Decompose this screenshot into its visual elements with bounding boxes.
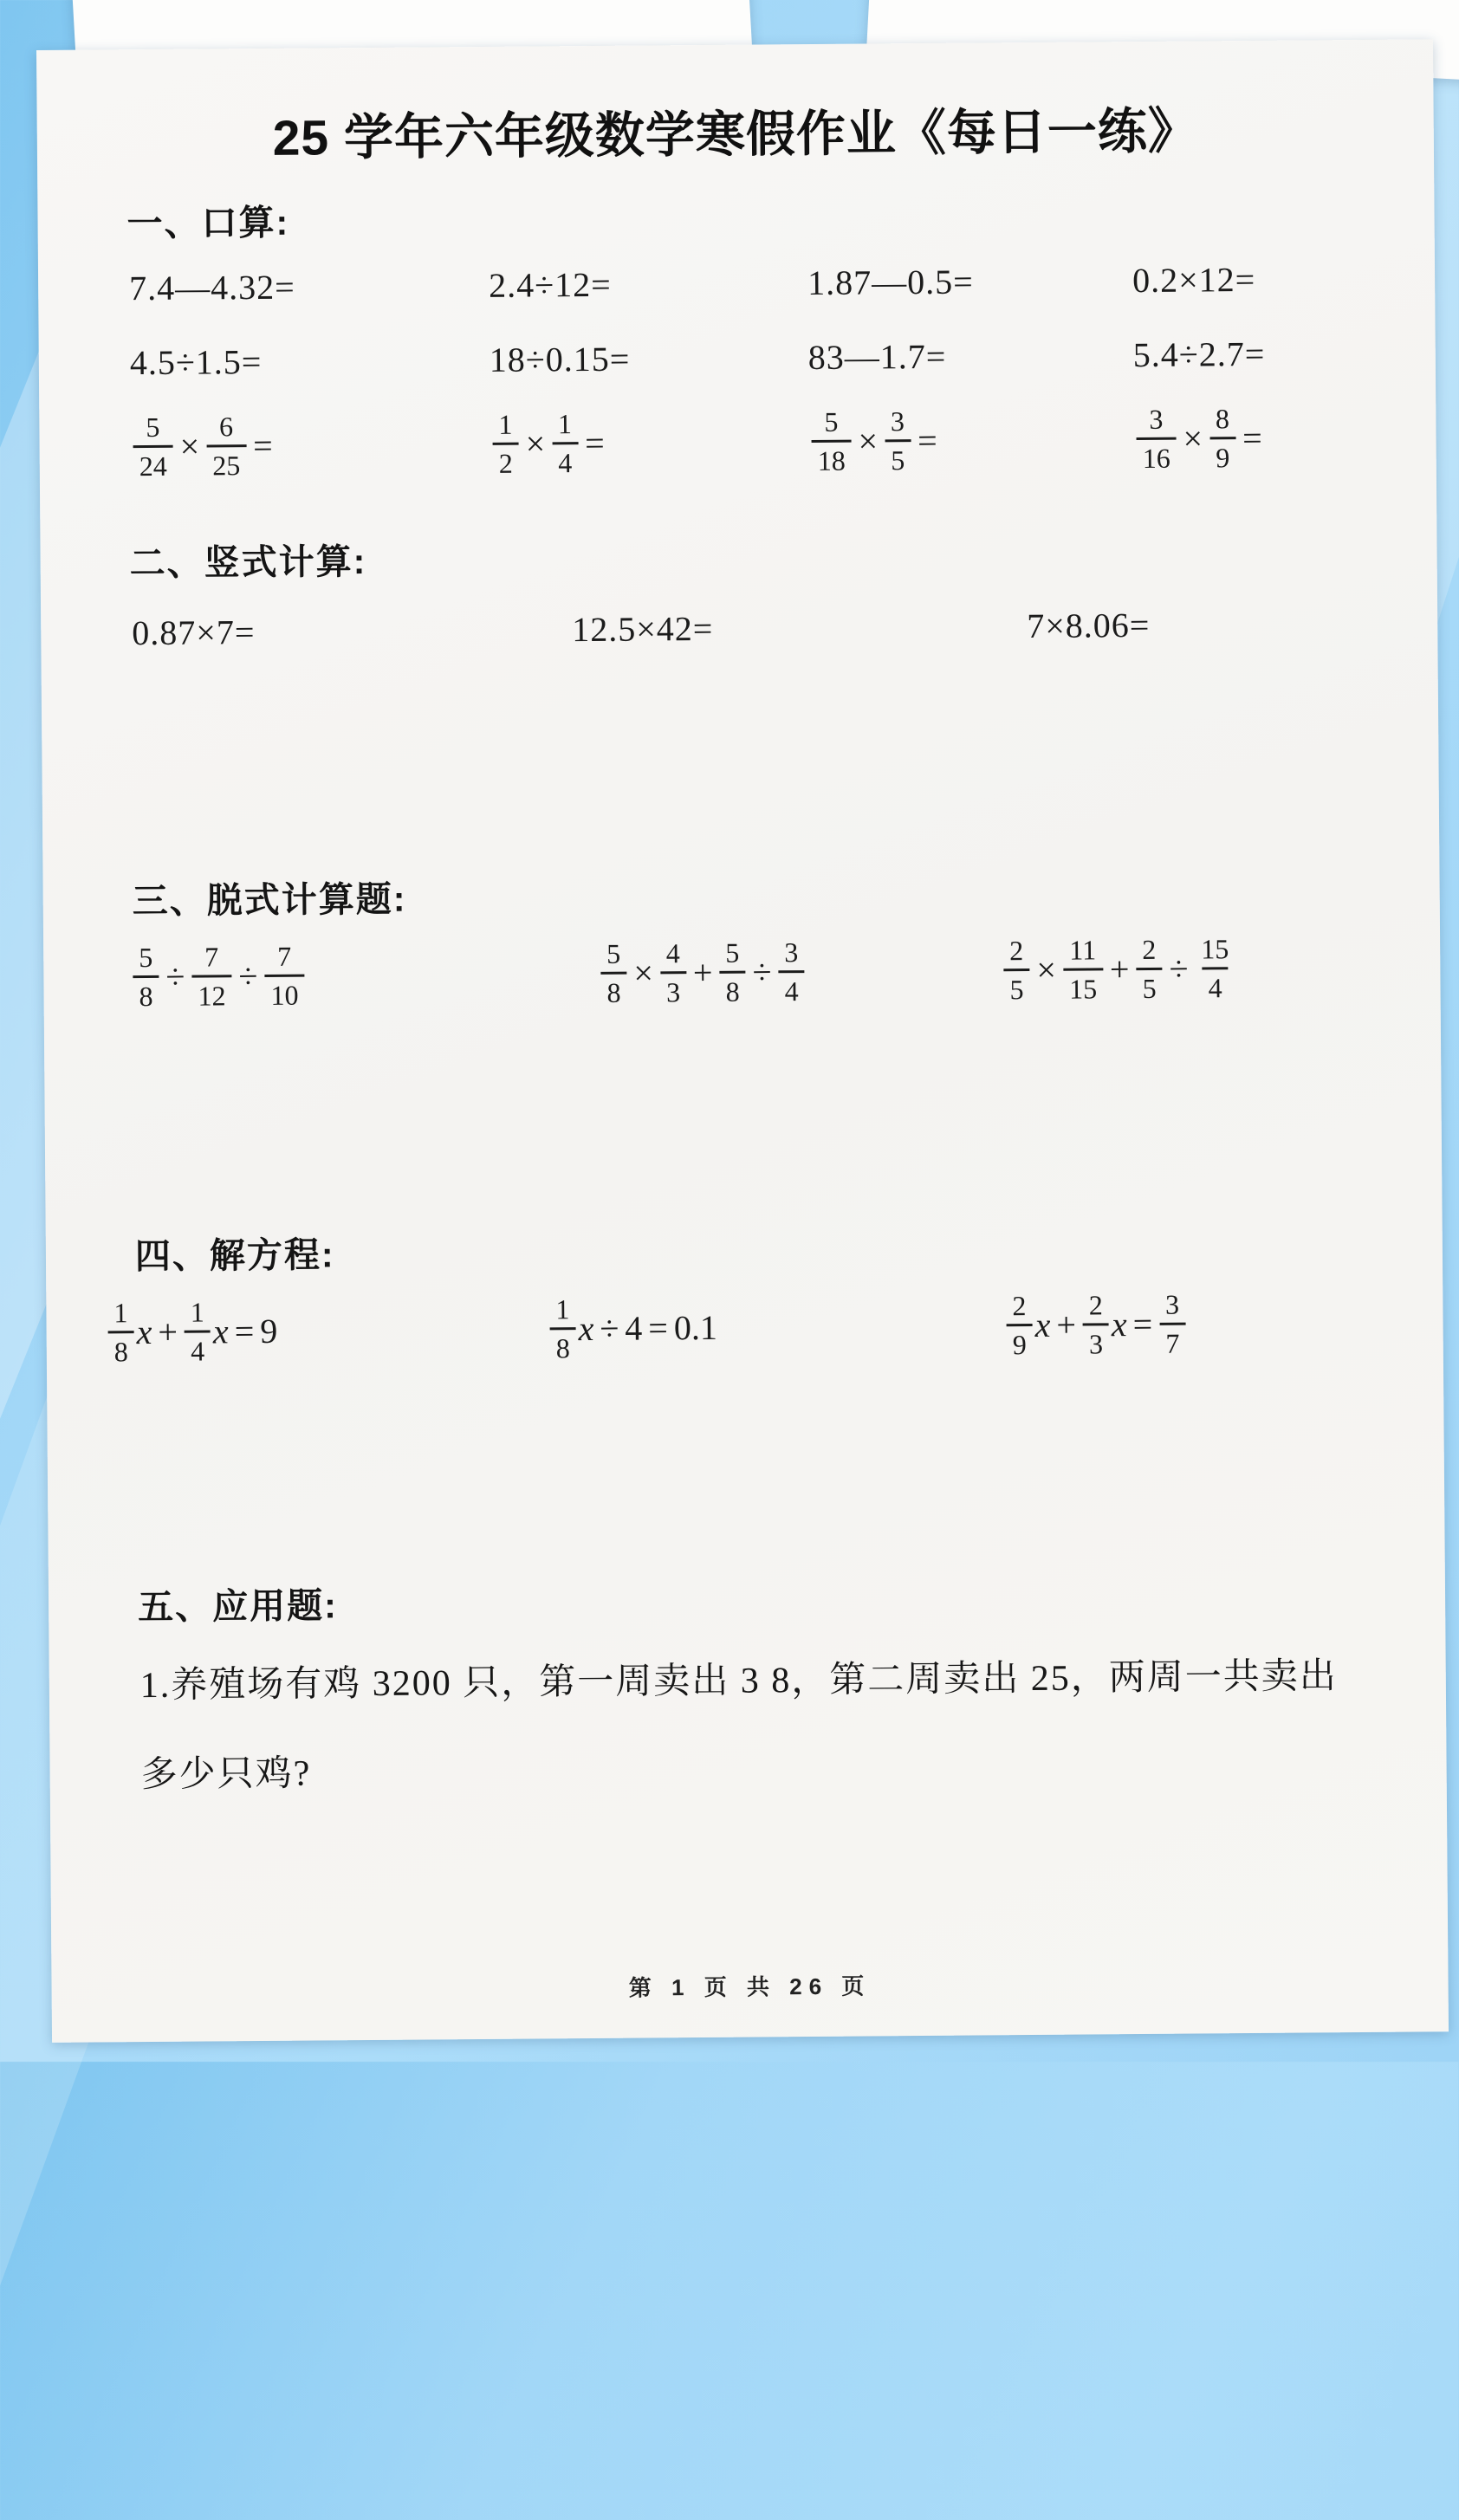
fraction-denominator: 5: [1003, 968, 1029, 1003]
equation-problem: [547, 1294, 719, 1363]
operator: +: [1109, 949, 1130, 989]
number: 4: [625, 1308, 643, 1348]
section-heading-word: 五、应用题:: [137, 1585, 338, 1628]
fraction-numerator: 3: [890, 405, 905, 437]
operator: +: [692, 952, 713, 993]
fraction: [206, 411, 247, 482]
operator: =: [1242, 418, 1262, 458]
oral-problem: 7.4—4.32=: [128, 267, 295, 308]
word-problem-line: 多少只鸡?: [140, 1753, 312, 1796]
operator: +: [158, 1312, 178, 1351]
oral-problem: 1.87—0.5=: [807, 262, 974, 303]
fraction-denominator: 10: [264, 975, 304, 1009]
page-title: 25 学年六年级数学寒假作业《每日一练》: [272, 103, 1199, 166]
fraction: [185, 1296, 211, 1367]
fraction-numerator: 2: [1009, 935, 1024, 967]
number: 9: [260, 1311, 278, 1351]
oral-problem: 0.2×12=: [1132, 259, 1256, 301]
fraction: [1209, 403, 1236, 474]
fraction: [1063, 934, 1104, 1005]
word-problem-line: 1.养殖场有鸡 3200 只，第一周卖出 3 8，第二周卖出 25，两周一共卖出: [139, 1656, 1338, 1707]
operator: +: [1056, 1305, 1077, 1344]
fraction-denominator: 2: [493, 443, 519, 477]
fraction: [133, 411, 173, 483]
fraction: [719, 936, 746, 1007]
stepwise-problem: [1001, 933, 1238, 1006]
fraction-denominator: 18: [812, 440, 852, 475]
number: 0.1: [673, 1307, 718, 1348]
fraction-numerator: 7: [276, 940, 292, 972]
fraction-numerator: 4: [665, 937, 680, 969]
fraction: [1159, 1288, 1186, 1359]
section-heading-stepwise: 三、脱式计算题:: [132, 878, 407, 922]
oral-fraction-problem: [808, 407, 942, 475]
page-number: 第 1 页 共 26 页: [628, 1973, 872, 2001]
fraction-denominator: 4: [778, 970, 804, 1005]
fraction-denominator: 8: [550, 1327, 576, 1362]
fraction-numerator: 1: [113, 1297, 128, 1329]
operator: =: [252, 425, 273, 466]
fraction-denominator: 9: [1007, 1324, 1033, 1358]
fraction-numerator: 5: [146, 411, 160, 444]
fraction-denominator: 25: [206, 444, 246, 479]
fraction: [191, 941, 232, 1012]
fraction: [1083, 1289, 1110, 1360]
oral-fraction-problem: [490, 410, 609, 477]
fraction-denominator: 8: [108, 1331, 134, 1365]
operator: =: [648, 1308, 669, 1348]
operator: ÷: [165, 956, 185, 996]
operator: ÷: [600, 1308, 619, 1348]
fraction: [1003, 935, 1030, 1006]
fraction-denominator: 8: [133, 975, 159, 1010]
vertical-problem: 0.87×7=: [132, 612, 256, 653]
section-heading-vertical: 二、竖式计算:: [129, 541, 367, 584]
fraction-denominator: 3: [660, 971, 686, 1006]
fraction-numerator: 2: [1088, 1289, 1103, 1321]
fraction-numerator: 5: [725, 936, 740, 968]
operator: =: [234, 1312, 255, 1351]
operator: =: [1132, 1304, 1153, 1344]
vertical-problem: 7×8.06=: [1027, 605, 1151, 646]
operator: ÷: [752, 952, 772, 992]
oral-problem: 18÷0.15=: [489, 339, 631, 379]
fraction: [133, 941, 159, 1013]
fraction-numerator: 5: [606, 937, 621, 969]
operator: ÷: [1169, 949, 1189, 988]
fraction-numerator: 1: [498, 408, 513, 440]
oral-fraction-problem: [1133, 405, 1267, 472]
fraction-denominator: 9: [1209, 437, 1235, 471]
oral-problem: 2.4÷12=: [488, 264, 612, 305]
fraction-denominator: 7: [1159, 1323, 1185, 1357]
fraction: [264, 940, 305, 1011]
variable: x: [136, 1312, 152, 1352]
operator: ×: [1183, 418, 1203, 458]
fraction: [778, 938, 805, 1005]
fraction-denominator: 12: [191, 975, 231, 1009]
fraction-numerator: 8: [1215, 403, 1230, 435]
fraction-numerator: 11: [1069, 934, 1097, 966]
fraction: [600, 937, 627, 1008]
fraction: [549, 1295, 576, 1362]
operator: ×: [633, 953, 654, 993]
fraction: [885, 407, 911, 474]
worksheet-page: [36, 39, 1449, 2043]
oral-problem: 4.5÷1.5=: [129, 341, 263, 383]
fraction-denominator: 4: [185, 1330, 211, 1364]
operator: ×: [1036, 949, 1057, 989]
operator: ×: [858, 421, 879, 461]
operator: =: [917, 420, 937, 461]
vertical-problem: 12.5×42=: [572, 608, 714, 650]
fraction-denominator: 24: [133, 445, 173, 480]
operator: ×: [179, 426, 200, 466]
variable: x: [212, 1312, 229, 1351]
fraction: [1136, 933, 1163, 1005]
fraction-denominator: 16: [1137, 437, 1177, 472]
fraction-numerator: 1: [190, 1296, 204, 1328]
fraction-denominator: 4: [1202, 967, 1228, 1001]
fraction: [811, 405, 852, 476]
variable: x: [1034, 1305, 1051, 1344]
equation-problem: [105, 1298, 279, 1366]
fraction-denominator: 8: [600, 972, 626, 1007]
oral-problem: 83—1.7=: [807, 336, 947, 378]
fraction-numerator: 3: [1164, 1288, 1180, 1320]
fraction-denominator: 5: [885, 439, 911, 474]
operator: ÷: [238, 956, 258, 996]
fraction: [1136, 405, 1177, 472]
fraction-numerator: 7: [204, 941, 219, 973]
section-heading-equations: 四、解方程:: [134, 1234, 335, 1277]
oral-fraction-problem: [130, 411, 277, 483]
fraction-numerator: 3: [1149, 403, 1164, 435]
equation-problem: [1003, 1288, 1188, 1361]
fraction-denominator: 3: [1083, 1323, 1109, 1357]
fraction: [1195, 933, 1235, 1004]
fraction-denominator: 4: [552, 442, 578, 476]
fraction-denominator: 15: [1063, 968, 1103, 1002]
fraction-numerator: 15: [1201, 933, 1229, 965]
stepwise-problem: [598, 938, 807, 1007]
fraction-denominator: 8: [719, 971, 745, 1006]
oral-problem: 5.4÷2.7=: [1132, 334, 1266, 375]
fraction-numerator: 6: [218, 411, 234, 443]
operator: ×: [525, 424, 546, 463]
stepwise-problem: [130, 940, 308, 1013]
fraction-numerator: 5: [139, 941, 153, 974]
fraction-numerator: 2: [1142, 933, 1157, 966]
fraction-numerator: 1: [555, 1293, 570, 1325]
variable: x: [578, 1308, 594, 1349]
fraction-denominator: 5: [1136, 968, 1162, 1002]
fraction: [1006, 1290, 1033, 1361]
fraction: [552, 408, 579, 479]
fraction-numerator: 1: [557, 408, 573, 440]
fraction-numerator: 2: [1012, 1290, 1027, 1322]
section-heading-oral: 一、口算:: [126, 202, 290, 244]
fraction: [107, 1297, 134, 1368]
fraction: [492, 408, 519, 479]
variable: x: [1111, 1305, 1127, 1344]
fraction: [660, 939, 687, 1006]
operator: =: [584, 423, 605, 463]
fraction-numerator: 3: [784, 936, 799, 968]
fraction-numerator: 5: [824, 405, 839, 437]
